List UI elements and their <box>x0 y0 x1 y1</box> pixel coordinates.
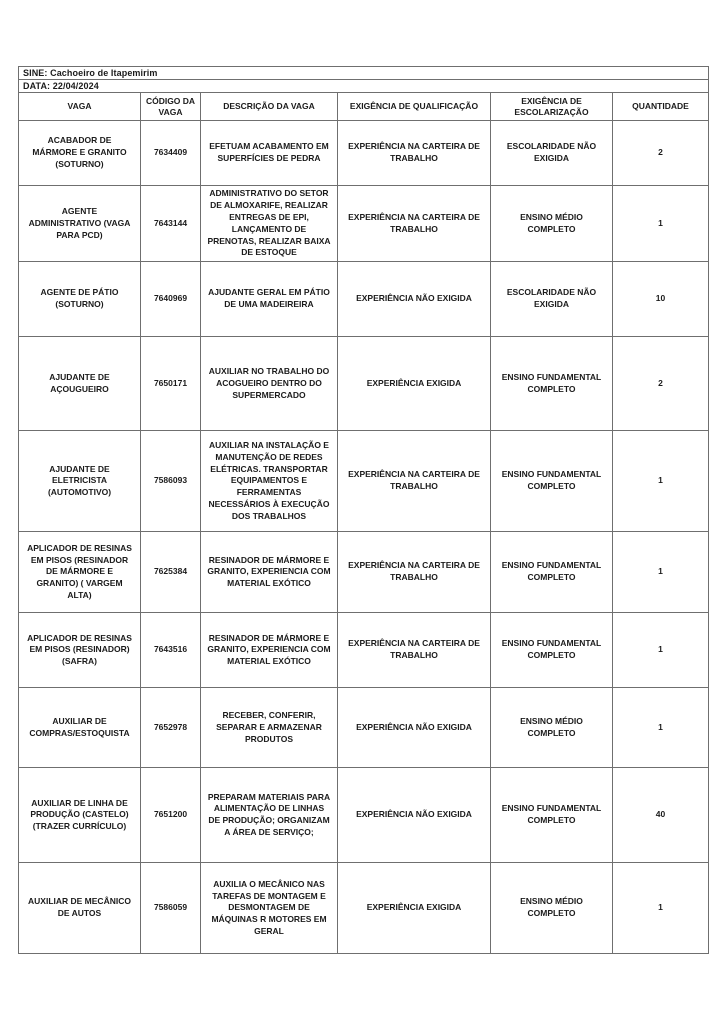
header-qualificacao: EXIGÊNCIA DE QUALIFICAÇÃO <box>338 93 491 121</box>
date-label: DATA: 22/04/2024 <box>19 80 709 93</box>
cell-vaga: AGENTE DE PÁTIO (SOTURNO) <box>19 262 141 337</box>
cell-codigo: 7651200 <box>141 768 201 863</box>
header-quantidade: QUANTIDADE <box>613 93 709 121</box>
sine-row <box>19 67 709 80</box>
cell-escolarizacao: ENSINO FUNDAMENTAL COMPLETO <box>491 613 613 688</box>
cell-vaga: ACABADOR DE MÁRMORE E GRANITO (SOTURNO) <box>19 121 141 186</box>
cell-escolarizacao: ENSINO FUNDAMENTAL COMPLETO <box>491 337 613 431</box>
cell-codigo: 7652978 <box>141 688 201 768</box>
table-row <box>19 121 709 186</box>
cell-descricao: RECEBER, CONFERIR, SEPARAR E ARMAZENAR PRODUTOS <box>201 688 338 768</box>
cell-quantidade: 1 <box>613 532 709 613</box>
cell-codigo: 7650171 <box>141 337 201 431</box>
cell-vaga: AGENTE ADMINISTRATIVO (VAGA PARA PCD) <box>19 186 141 262</box>
cell-vaga: AJUDANTE DE ELETRICISTA (AUTOMOTIVO) <box>19 431 141 532</box>
cell-vaga: AUXILIAR DE MECÂNICO DE AUTOS <box>19 863 141 954</box>
cell-qualificacao: EXPERIÊNCIA NA CARTEIRA DE TRABALHO <box>338 532 491 613</box>
table-header-row <box>19 93 709 121</box>
sine-label: SINE: Cachoeiro de Itapemirim <box>19 67 709 80</box>
cell-vaga: AJUDANTE DE AÇOUGUEIRO <box>19 337 141 431</box>
cell-quantidade: 40 <box>613 768 709 863</box>
cell-quantidade: 1 <box>613 688 709 768</box>
table-row <box>19 532 709 613</box>
cell-quantidade: 1 <box>613 863 709 954</box>
cell-descricao: AUXILIA O MECÂNICO NAS TAREFAS DE MONTAGEM E DESMONTAGEM DE MÁQUINAS R MOTORES EM GERAL <box>201 863 338 954</box>
table-row <box>19 613 709 688</box>
cell-vaga: AUXILIAR DE LINHA DE PRODUÇÃO (CASTELO) (TRAZER CURRÍCULO) <box>19 768 141 863</box>
cell-qualificacao: EXPERIÊNCIA NÃO EXIGIDA <box>338 688 491 768</box>
vacancies-table <box>18 66 709 954</box>
cell-descricao: PREPARAM MATERIAIS PARA ALIMENTAÇÃO DE LINHAS DE PRODUÇÃO; ORGANIZAM A ÁREA DE SERVIÇO; <box>201 768 338 863</box>
table-row <box>19 768 709 863</box>
cell-qualificacao: EXPERIÊNCIA NA CARTEIRA DE TRABALHO <box>338 613 491 688</box>
header-vaga: VAGA <box>19 93 141 121</box>
cell-qualificacao: EXPERIÊNCIA EXIGIDA <box>338 337 491 431</box>
cell-descricao: ADMINISTRATIVO DO SETOR DE ALMOXARIFE, REALIZAR ENTREGAS DE EPI, LANÇAMENTO DE PRENOTAS, REALIZAR BAIXA DE ESTOQUE <box>201 186 338 262</box>
cell-escolarizacao: ENSINO MÉDIO COMPLETO <box>491 688 613 768</box>
header-escolarizacao: EXIGÊNCIA DE ESCOLARIZAÇÃO <box>491 93 613 121</box>
cell-escolarizacao: ENSINO FUNDAMENTAL COMPLETO <box>491 532 613 613</box>
table-row <box>19 863 709 954</box>
cell-descricao: RESINADOR DE MÁRMORE E GRANITO, EXPERIENCIA COM MATERIAL EXÓTICO <box>201 613 338 688</box>
table-row <box>19 262 709 337</box>
header-descricao: DESCRIÇÃO DA VAGA <box>201 93 338 121</box>
cell-codigo: 7586093 <box>141 431 201 532</box>
cell-quantidade: 2 <box>613 337 709 431</box>
cell-qualificacao: EXPERIÊNCIA NÃO EXIGIDA <box>338 768 491 863</box>
cell-quantidade: 1 <box>613 186 709 262</box>
cell-escolarizacao: ENSINO MÉDIO COMPLETO <box>491 186 613 262</box>
cell-vaga: APLICADOR DE RESINAS EM PISOS (RESINADOR) (SAFRA) <box>19 613 141 688</box>
cell-escolarizacao: ENSINO FUNDAMENTAL COMPLETO <box>491 768 613 863</box>
cell-codigo: 7643144 <box>141 186 201 262</box>
cell-quantidade: 1 <box>613 431 709 532</box>
cell-descricao: RESINADOR DE MÁRMORE E GRANITO, EXPERIENCIA COM MATERIAL EXÓTICO <box>201 532 338 613</box>
cell-quantidade: 1 <box>613 613 709 688</box>
cell-qualificacao: EXPERIÊNCIA NA CARTEIRA DE TRABALHO <box>338 121 491 186</box>
cell-qualificacao: EXPERIÊNCIA NA CARTEIRA DE TRABALHO <box>338 431 491 532</box>
cell-descricao: AUXILIAR NO TRABALHO DO ACOGUEIRO DENTRO DO SUPERMERCADO <box>201 337 338 431</box>
cell-qualificacao: EXPERIÊNCIA NÃO EXIGIDA <box>338 262 491 337</box>
cell-escolarizacao: ENSINO MÉDIO COMPLETO <box>491 863 613 954</box>
cell-escolarizacao: ESCOLARIDADE NÃO EXIGIDA <box>491 121 613 186</box>
table-row <box>19 431 709 532</box>
date-row <box>19 80 709 93</box>
cell-descricao: AUXILIAR NA INSTALAÇÃO E MANUTENÇÃO DE REDES ELÉTRICAS. TRANSPORTAR EQUIPAMENTOS E FERRAMENTAS NECESSÁRIOS À EXECUÇÃO DOS TRABALHOS <box>201 431 338 532</box>
cell-codigo: 7586059 <box>141 863 201 954</box>
cell-escolarizacao: ESCOLARIDADE NÃO EXIGIDA <box>491 262 613 337</box>
cell-vaga: AUXILIAR DE COMPRAS/ESTOQUISTA <box>19 688 141 768</box>
header-codigo: CÓDIGO DA VAGA <box>141 93 201 121</box>
cell-escolarizacao: ENSINO FUNDAMENTAL COMPLETO <box>491 431 613 532</box>
cell-quantidade: 2 <box>613 121 709 186</box>
cell-quantidade: 10 <box>613 262 709 337</box>
cell-qualificacao: EXPERIÊNCIA NA CARTEIRA DE TRABALHO <box>338 186 491 262</box>
cell-codigo: 7643516 <box>141 613 201 688</box>
cell-codigo: 7634409 <box>141 121 201 186</box>
table-row <box>19 688 709 768</box>
cell-descricao: EFETUAM ACABAMENTO EM SUPERFÍCIES DE PEDRA <box>201 121 338 186</box>
cell-codigo: 7625384 <box>141 532 201 613</box>
cell-codigo: 7640969 <box>141 262 201 337</box>
table-row <box>19 186 709 262</box>
cell-vaga: APLICADOR DE RESINAS EM PISOS (RESINADOR DE MÁRMORE E GRANITO) ( VARGEM ALTA) <box>19 532 141 613</box>
cell-descricao: AJUDANTE GERAL EM PÁTIO DE UMA MADEIREIRA <box>201 262 338 337</box>
cell-qualificacao: EXPERIÊNCIA EXIGIDA <box>338 863 491 954</box>
table-row <box>19 337 709 431</box>
